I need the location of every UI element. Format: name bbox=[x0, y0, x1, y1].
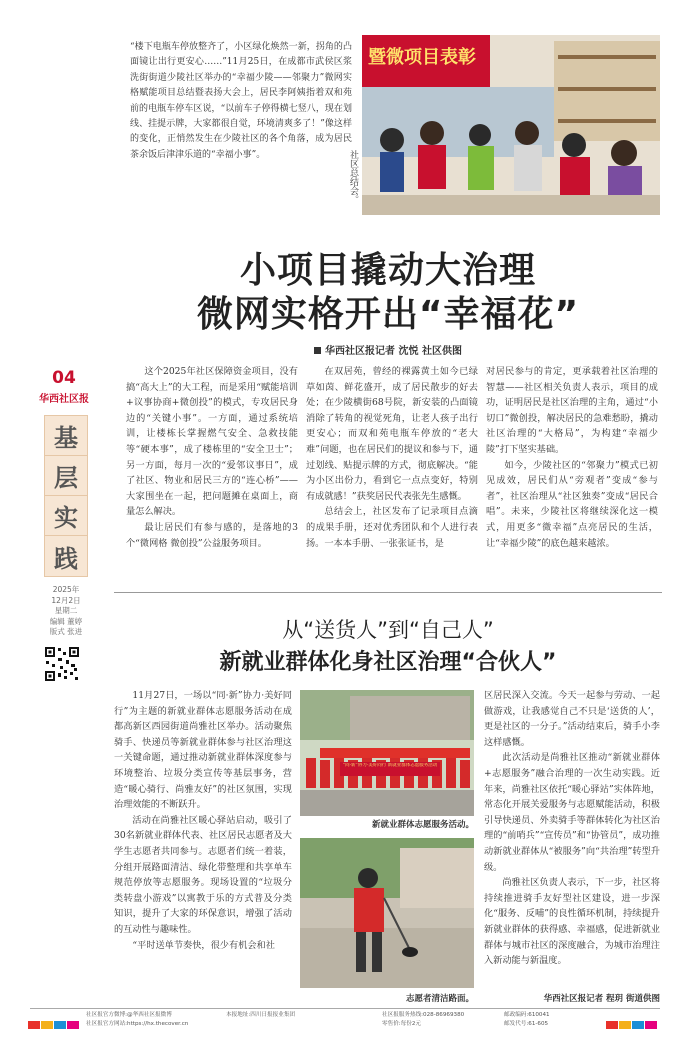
group-banner: “同·新”协力·美好同行 新就业群体志愿服务活动 bbox=[342, 763, 438, 768]
photo-caption-cleaning: 志愿者清洁路面。 bbox=[405, 994, 474, 1004]
article2-col1 bbox=[114, 688, 292, 1008]
date-year: 2025年 bbox=[52, 585, 80, 594]
color-swatch bbox=[54, 1021, 66, 1029]
section-char: 践 bbox=[54, 543, 78, 573]
editor: 编辑 董婷 bbox=[49, 616, 83, 626]
footer-item-postcode: 邮政编码:610041 bbox=[504, 1012, 550, 1018]
sidebar bbox=[30, 368, 90, 682]
footer-color-bar-right bbox=[606, 1014, 658, 1033]
article1-title-line2: 微网实格开出“幸福花” bbox=[196, 294, 580, 335]
footer-item-postal-code: 邮发代号:61-605 bbox=[504, 1021, 549, 1027]
volunteer-cleaning-illustration bbox=[300, 838, 474, 988]
article1-byline bbox=[114, 342, 662, 357]
paragraph: 对居民参与的肯定，更承载着社区治理的智慧——社区相关负责人表示，项目的成功，证明居民是社区治理的主角，通过“小切口”微创投，解决居民的急难愁盼，撬动社区治理的“大格局”，为构建“幸福少陵”打下坚实基础。 bbox=[486, 366, 658, 455]
byline-text: 华西社区报记者 沈悦 社区供图 bbox=[325, 346, 462, 357]
paragraph: 区居民深入交流。今天一起参与劳动、一起做游戏，让我感觉自己不只是‘送货的人’，更是社区的一分子。”活动结束后，骑手小李这样感慨。 bbox=[484, 690, 660, 748]
footer-color-bar-left bbox=[28, 1014, 80, 1033]
section-char: 基 bbox=[45, 416, 87, 456]
article2-col3 bbox=[484, 688, 660, 988]
date-day: 12月2日 bbox=[51, 595, 81, 605]
footer-item-hotline: 社区报服务热线:028-86969380 bbox=[382, 1012, 465, 1018]
intro-text: “楼下电瓶车停放整齐了，小区绿化焕然一新，拐角的凸面镜让出行更安心……”11月25日，在成都市武侯区浆洗街街道少陵社区举办的“幸福少陵——邻聚力”微网实格赋能项目总结暨表扬大会上，居民李阿姨指着双和苑前的电瓶车停车区说，“以前车子停得横七竖八，现在划线、挂提示牌，大家都很自觉，环境清爽多了！”像这样的变化，正悄然发生在少陵社区的各个角落，成为居民茶余饭后津津乐道的“幸福小事”。 bbox=[130, 42, 352, 160]
color-swatch bbox=[619, 1021, 631, 1029]
brand-name: 华西社区报 bbox=[39, 394, 89, 405]
color-swatch bbox=[645, 1021, 657, 1029]
photo-caption-group: 新就业群体志愿服务活动。 bbox=[371, 820, 474, 830]
photo-caption-meeting: 社区总结会。 bbox=[348, 150, 358, 204]
article1-col1 bbox=[126, 364, 298, 584]
color-swatch bbox=[67, 1021, 79, 1029]
paragraph: 最让居民们有参与感的，是落地的3个“微网格 微创投”公益服务项目。 bbox=[126, 521, 298, 549]
weekday: 星期二 bbox=[54, 606, 78, 615]
color-swatch bbox=[41, 1021, 53, 1029]
footer-rule bbox=[30, 1008, 660, 1009]
square-icon bbox=[314, 347, 321, 354]
footer-item-address: 本报地址:四川日报报业集团 bbox=[226, 1012, 296, 1018]
paragraph: “平时送单节奏快，很少有机会和社 bbox=[132, 939, 275, 951]
paragraph: 总结会上，社区发布了记录项目点滴的成果手册，还对优秀团队和个人进行表扬。一本本手册、一张张证书，是 bbox=[306, 506, 478, 549]
volunteer-group-illustration bbox=[300, 690, 474, 816]
section-divider bbox=[114, 592, 662, 593]
section-char: 层 bbox=[45, 456, 87, 496]
footer-item-weibo[interactable]: 社区报官方微博:@华西社区报微博 bbox=[86, 1012, 172, 1018]
article2-title-line1: 从“送货人”到“自己人” bbox=[282, 618, 494, 642]
photo-banner: 暨微项目表彰 bbox=[368, 47, 476, 68]
footer-info bbox=[86, 1011, 606, 1037]
paragraph: 11月27日，一场以“同·新”协力·美好同行”为主题的新就业群体志愿服务活动在成都高新区西园街道尚雅社区举办。活动聚焦骑手、快递员等新就业群体参与社区治理这一关键命题，通过推动新就业群体深度参与环境整治、垃圾分类宣传等基层事务，营造“暖心骑行、尚雅友好”的社区氛围，实现治理效能的不断跃升。 bbox=[114, 690, 292, 811]
qr-code[interactable] bbox=[44, 646, 80, 682]
volunteer-group-photo bbox=[300, 690, 474, 816]
volunteer-cleaning-photo bbox=[300, 838, 474, 988]
article1-title-line1: 小项目撬动大治理 bbox=[239, 250, 536, 291]
paragraph: 如今，少陵社区的“邻聚力”模式已初见成效，居民们从“旁观者”变成“参与者”，社区治理从“社区独奏”变成“居民合唱”。未来，少陵社区将继续深化这一模式，用更多“微幸福”点亮居民的生活，让“幸福少陵”的底色越来越浓。 bbox=[486, 459, 658, 549]
summary-meeting-photo bbox=[362, 35, 660, 215]
color-swatch bbox=[28, 1021, 40, 1029]
designer: 版式 张进 bbox=[49, 627, 83, 636]
qr-code-icon bbox=[44, 646, 80, 682]
paragraph: 这个2025年社区保障资金项目，没有搞“高大上”的大工程，而是采用“赋能培训+议事协商+微创投”的模式，专攻居民身边的“关键小事”。一方面，通过系统培训，让楼栋长掌握燃气安全、急救技能等“硬本事”，成了楼栋里的“安全卫士”；另一方面，每月一次的“爱邻议事日”，成了社区、物业和居民三方的“连心桥”——大家围坐在一起，把问题摊在桌面上，商量怎么解决。 bbox=[126, 366, 298, 518]
color-swatch bbox=[606, 1021, 618, 1029]
article1-col3 bbox=[486, 364, 658, 584]
paragraph: 此次活动是尚雅社区推动“新就业群体+志愿服务”融合治理的一次生动实践。近年来，尚雅社区依托“暖心驿站”实体阵地，常态化开展关爱服务与志愿赋能活动，积极引导快递员、外卖骑手等群体转化为社区治理的“前哨兵”“宣传员”和“协管员”，成功推动新就业群体从“被服务”向“共治理”转型升级。 bbox=[484, 752, 660, 873]
article2-title-line2: 新就业群体化身社区治理“合伙人” bbox=[219, 650, 557, 675]
footer-item-price: 零售价:每份2元 bbox=[382, 1021, 422, 1027]
paragraph: 尚雅社区负责人表示，下一步，社区将持续推进骑手友好型社区建设，进一步深化“服务、反哺”的良性循环机制，持续提升新就业群体的获得感、幸福感，促进新就业群体与城市社区的深度融合，为城市治理注入新动能与新温度。 bbox=[484, 877, 660, 967]
color-swatch bbox=[632, 1021, 644, 1029]
paragraph: 活动在尚雅社区暖心驿站启动，吸引了30名新就业群体代表、社区居民志愿者及大学生志愿者共同参与。志愿者们统一着装，分组开展路面清洁、绿化带整理和共享单车规范停放等志愿服务。现场设置的“垃圾分类转盘小游戏”以寓教于乐的方式普及分类知识，提升了大家的环保意识，增强了活动的互动性与趣味性。 bbox=[114, 814, 292, 935]
article2-byline: 华西社区报记者 程玥 街道供图 bbox=[543, 994, 660, 1004]
footer-item-website[interactable]: 社区报官方网站:https://hx.thecover.cn bbox=[86, 1021, 189, 1027]
article1-col2 bbox=[306, 364, 478, 584]
section-label bbox=[44, 415, 88, 577]
page-number: 04 bbox=[52, 368, 76, 388]
section-char: 实 bbox=[45, 496, 87, 536]
paragraph: 在双居苑，曾经的裸露黄土如今已绿草如茵、鲜花盛开，成了居民散步的好去处；在少陵横街68号院，新安装的凸面镜消除了转角的视觉死角，让老人孩子出行更安心；而双和苑电瓶车停放的“老大难”问题，也在居民们的提议和参与下，通过划线、贴提示牌的方式，彻底解决。“能为小区出份力，看到它一点点变好，特别有成就感！”获奖居民代表张先生感慨。 bbox=[306, 366, 478, 502]
